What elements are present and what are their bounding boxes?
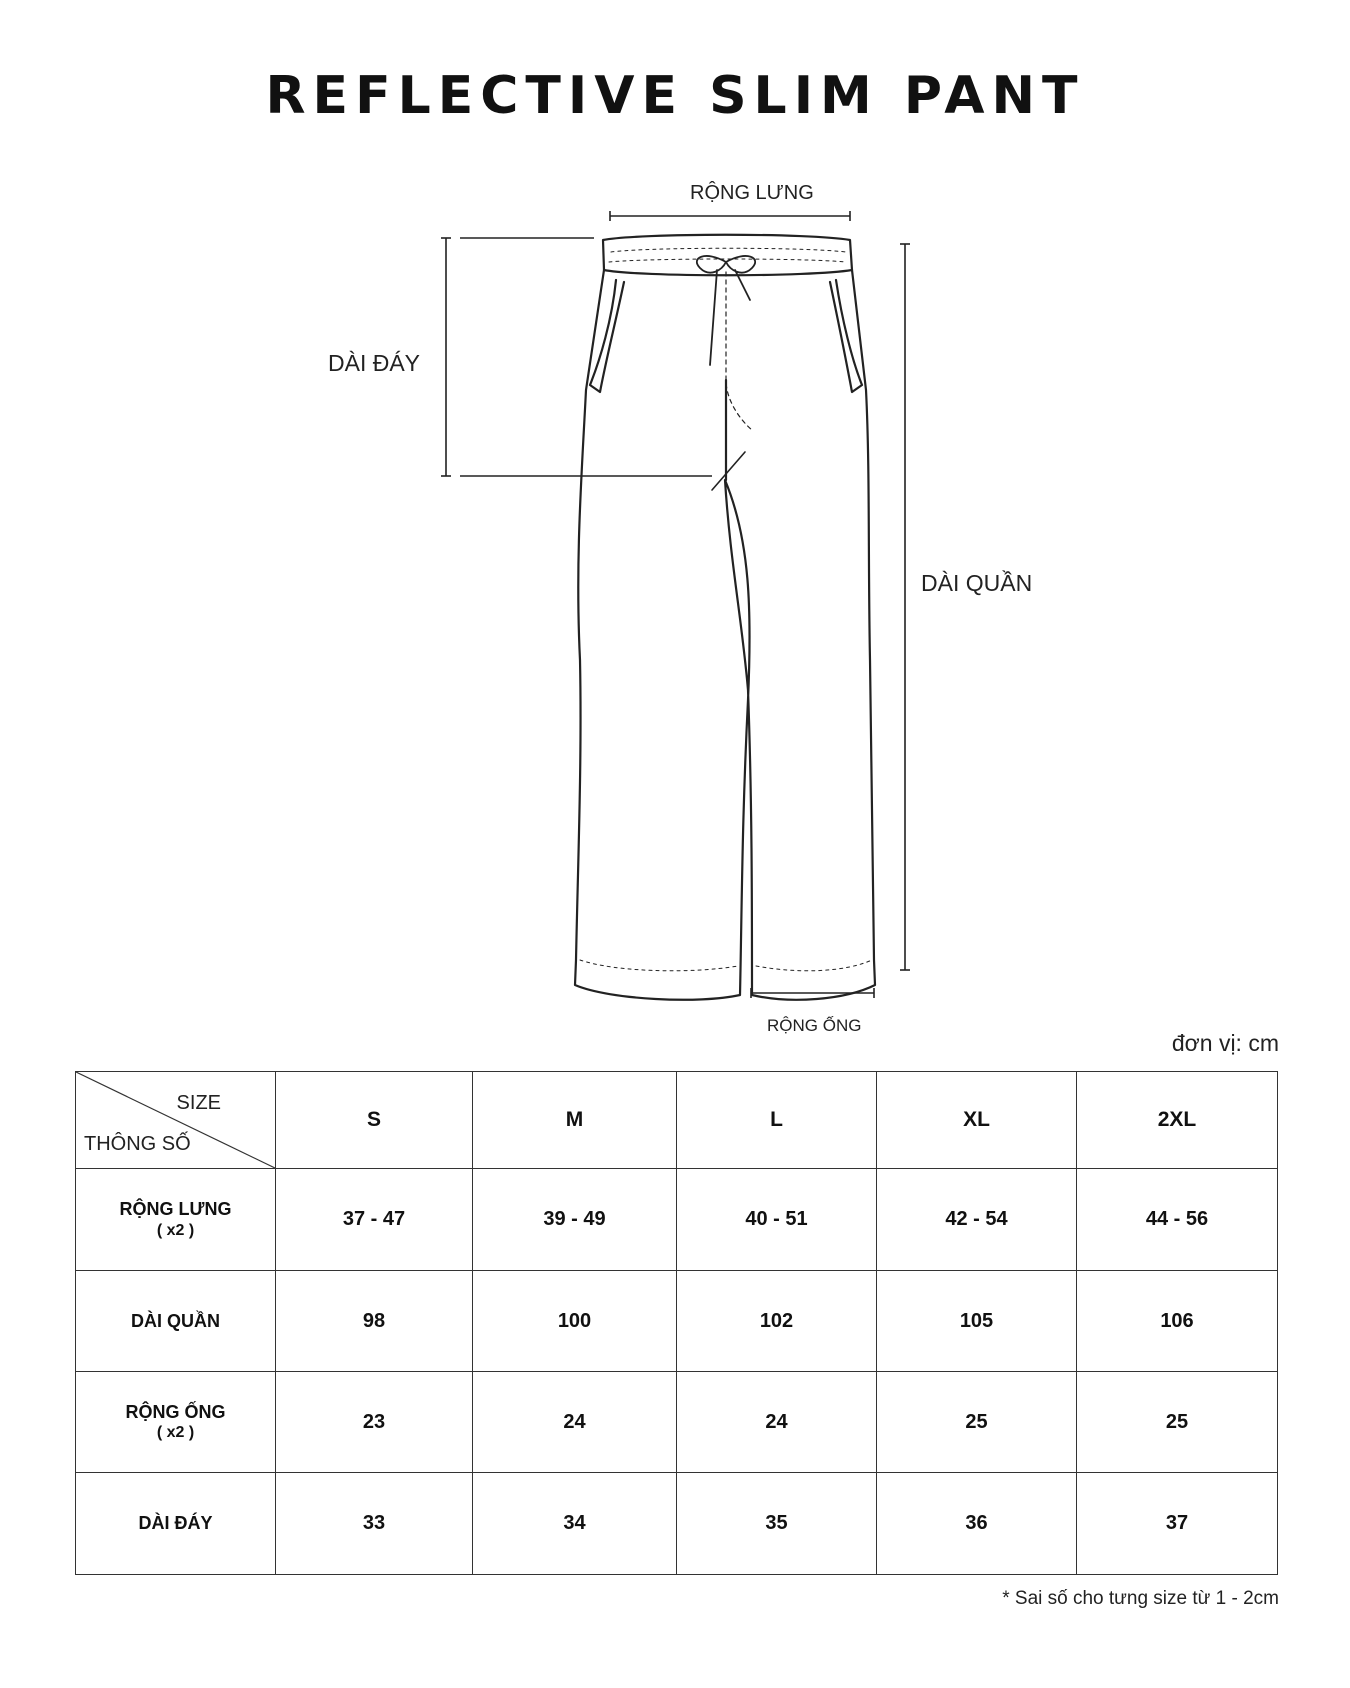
tolerance-note: * Sai số cho tưng size từ 1 - 2cm: [1002, 1588, 1279, 1609]
page-title: REFLECTIVE SLIM PANT: [265, 66, 1085, 126]
table-cell: 42 - 54: [877, 1169, 1077, 1271]
table-row: [76, 1271, 1278, 1372]
row-label-length: DÀI QUẦN: [76, 1271, 276, 1372]
table-cell: 36: [877, 1473, 1077, 1575]
table-cell: 44 - 56: [1077, 1169, 1278, 1271]
corner-size-label: SIZE: [176, 1092, 221, 1114]
table-row: [76, 1473, 1278, 1575]
table-cell: 105: [877, 1271, 1077, 1372]
table-cell: 40 - 51: [677, 1169, 877, 1271]
table-cell: 102: [677, 1271, 877, 1372]
table-cell: 25: [877, 1372, 1077, 1473]
table-corner-cell: [76, 1072, 276, 1169]
size-chart-table: [75, 1071, 1278, 1575]
table-cell: 98: [276, 1271, 473, 1372]
table-cell: 106: [1077, 1271, 1278, 1372]
hem-stitch-right: [756, 960, 872, 971]
waist-label: RỘNG LƯNG: [690, 182, 814, 204]
table-header-row: [76, 1072, 1278, 1169]
table-cell: 33: [276, 1473, 473, 1575]
row-label-waist: RỘNG LƯNG ( x2 ): [76, 1169, 276, 1271]
table-cell: 37: [1077, 1473, 1278, 1575]
table-cell: 100: [473, 1271, 677, 1372]
table-cell: 37 - 47: [276, 1169, 473, 1271]
pocket-right: [830, 280, 862, 392]
table-cell: 39 - 49: [473, 1169, 677, 1271]
table-cell: 34: [473, 1473, 677, 1575]
hem-stitch-left: [580, 960, 738, 971]
table-cell: 25: [1077, 1372, 1278, 1473]
row-label-hem: RỘNG ỐNG ( x2 ): [76, 1372, 276, 1473]
size-header-l: L: [677, 1072, 877, 1169]
corner-spec-label: THÔNG SỐ: [84, 1133, 191, 1155]
pant-outline: [575, 270, 875, 1000]
waistband: [603, 235, 852, 276]
row-label-rise: DÀI ĐÁY: [76, 1473, 276, 1575]
size-header-xl: XL: [877, 1072, 1077, 1169]
table-row: [76, 1372, 1278, 1473]
table-cell: 35: [677, 1473, 877, 1575]
unit-label: đơn vị: cm: [1171, 1030, 1279, 1056]
table-cell: 24: [473, 1372, 677, 1473]
length-label: DÀI QUẦN: [921, 570, 1033, 596]
table-cell: 24: [677, 1372, 877, 1473]
waistband-shirring: [609, 248, 846, 262]
size-header-m: M: [473, 1072, 677, 1169]
table-row: [76, 1169, 1278, 1271]
hem-label: RỘNG ỐNG: [767, 1016, 862, 1035]
table-cell: 23: [276, 1372, 473, 1473]
size-header-s: S: [276, 1072, 473, 1169]
rise-label: DÀI ĐÁY: [328, 350, 421, 376]
size-header-2xl: 2XL: [1077, 1072, 1278, 1169]
crotch-mark: [712, 452, 745, 490]
